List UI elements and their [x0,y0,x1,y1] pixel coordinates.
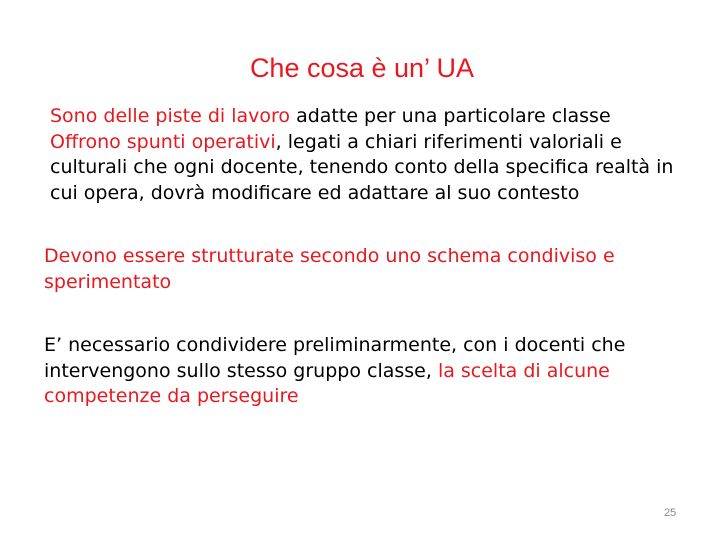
slide-title: Che cosa è un’ UA [249,53,475,83]
page-number: 25 [664,507,677,519]
body-text: adatte per una particolare classe [290,105,611,127]
paragraph-spunti-operativi [44,130,694,207]
body-text: , legati a chiari riferimenti valoriali e culturali che ogni docente, tenendo conto della specifica realtà in cui opera, dovrà modificare ed adattare al suo contesto [50,130,674,204]
paragraph-schema-condiviso [44,244,694,295]
body-text: E’ necessario condividere preliminarmente, con i docenti che intervengono sullo stesso gruppo classe, [44,334,626,382]
highlight-text: Sono delle piste di lavoro [50,105,291,127]
paragraph-competenze [44,333,694,410]
paragraph-piste-di-lavoro [44,104,694,130]
slide-body [44,104,694,410]
highlight-text: Offrono spunti operativi [50,130,276,153]
highlight-text: Devono essere strutturate secondo uno schema condiviso e sperimentato [44,245,615,293]
highlight-text: la scelta di alcune competenze da perseguire [44,359,610,407]
